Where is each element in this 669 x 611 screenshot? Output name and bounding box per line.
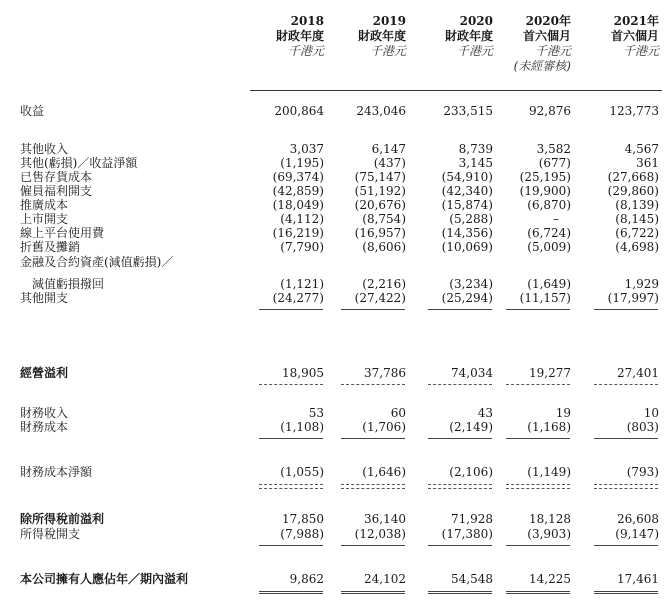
cell-value: (4,698) [615,240,659,254]
total-rule [428,484,492,485]
cell-value: (17,997) [607,291,659,305]
column-period: 財政年度 [357,29,406,43]
column-header-2 [445,14,493,59]
column-unit: 千港元 [534,44,571,58]
cell-value: 4,567 [624,142,659,156]
column-unit: 千港元 [456,44,493,58]
table-row [0,198,669,212]
cell-value: 243,046 [356,104,406,118]
table-row [0,527,669,541]
cell-value: (3,903) [527,527,571,541]
cell-value: (6,724) [527,226,571,240]
cell-value: (1,055) [280,465,324,479]
cell-value: (2,216) [362,277,406,291]
column-period: 財政年度 [444,29,493,43]
row-label: 所得稅開支 [20,527,81,541]
cell-value: 36,140 [364,512,406,526]
subtotal-rule [428,438,492,439]
total-rule [594,484,658,485]
total-rule [341,488,405,489]
total-rule [506,488,570,489]
cell-value: 233,515 [443,104,493,118]
cell-value: (677) [538,156,571,170]
cell-value: 123,773 [609,104,659,118]
cell-value: (27,668) [607,170,659,184]
total-rule [259,484,323,485]
cell-value: 92,876 [529,104,571,118]
cell-value: (8,754) [362,212,406,226]
cell-value: (18,049) [272,198,324,212]
subtotal-rule [259,309,323,310]
cell-value: (42,340) [441,184,493,198]
row-label: 財務收入 [20,406,69,420]
cell-value: (16,219) [272,226,324,240]
cell-value: (25,195) [519,170,571,184]
subtotal-rule [506,438,570,439]
cell-value: 60 [390,406,406,420]
row-label: 推廣成本 [20,198,69,212]
grand-total-rule [259,591,323,594]
row-label: 減值虧損撥回 [20,277,105,291]
cell-value: (803) [626,420,659,434]
cell-value: (75,147) [354,170,406,184]
table-row [0,291,669,305]
table-row [0,572,669,586]
subtotal-rule [341,545,405,546]
cell-value: (1,195) [280,156,324,170]
cell-value: (7,988) [280,527,324,541]
cell-value: 54,548 [451,572,493,586]
grand-total-rule [594,591,658,594]
header-rule [250,90,662,91]
cell-value: (1,168) [527,420,571,434]
cell-value: (1,149) [527,465,571,479]
total-rule [259,384,323,385]
table-row [0,420,669,434]
column-header-3 [514,14,571,74]
cell-value: (3,234) [449,277,493,291]
cell-value: (19,900) [519,184,571,198]
column-year: 2019 [372,14,406,28]
cell-value: (27,422) [354,291,406,305]
cell-value: 9,862 [289,572,324,586]
subtotal-rule [428,309,492,310]
row-label: 其他收入 [20,142,69,156]
column-period: 首六個月 [610,29,659,43]
subtotal-rule [506,545,570,546]
cell-value: (8,606) [362,240,406,254]
cell-value: (20,676) [354,198,406,212]
subtotal-rule [259,545,323,546]
row-label: 已售存貨成本 [20,170,93,184]
cell-value: 43 [477,406,493,420]
grand-total-rule [506,591,570,594]
cell-value: 6,147 [371,142,406,156]
cell-value: (12,038) [354,527,406,541]
cell-value: (437) [373,156,406,170]
row-label: 除所得稅前溢利 [20,512,105,526]
cell-value: 10 [643,406,659,420]
cell-value: (51,192) [354,184,406,198]
cell-value: (10,069) [441,240,493,254]
total-rule [428,488,492,489]
total-rule [506,384,570,385]
subtotal-rule [506,309,570,310]
column-year: 2020 [459,14,493,28]
cell-value: 3,145 [458,156,493,170]
cell-value: (6,870) [527,198,571,212]
total-rule [594,488,658,489]
cell-value: 37,786 [364,366,406,380]
table-row [0,104,669,118]
column-unit: 千港元 [622,44,659,58]
column-year: 2021年 [613,14,659,28]
cell-value: 3,037 [289,142,324,156]
subtotal-rule [341,309,405,310]
table-row [0,142,669,156]
row-label: 收益 [20,104,45,118]
cell-value: (24,277) [272,291,324,305]
cell-value: – [553,212,559,226]
table-row [0,170,669,184]
subtotal-rule [594,309,658,310]
subtotal-rule [259,438,323,439]
cell-value: (1,108) [280,420,324,434]
cell-value: (11,157) [519,291,571,305]
cell-value: 18,128 [529,512,571,526]
cell-value: 8,739 [458,142,493,156]
cell-value: (29,860) [607,184,659,198]
row-label: 其他開支 [20,291,69,305]
column-header-0 [276,14,324,59]
row-label: 經營溢利 [20,366,69,380]
cell-value: 361 [636,156,659,170]
cell-value: (8,145) [615,212,659,226]
cell-value: (14,356) [441,226,493,240]
row-label: 其他(虧損)／收益淨額 [20,156,138,170]
table-row [0,156,669,170]
column-unit: 千港元 [369,44,406,58]
cell-value: (1,649) [527,277,571,291]
cell-value: (1,646) [362,465,406,479]
row-label: 財務成本淨額 [20,465,93,479]
cell-value: (2,106) [449,465,493,479]
cell-value: (17,380) [441,527,493,541]
row-label: 本公司擁有人應佔年／期內溢利 [20,572,189,586]
cell-value: 71,928 [451,512,493,526]
total-rule [341,484,405,485]
table-row [0,255,669,269]
column-year: 2018 [290,14,324,28]
column-header-4 [611,14,659,59]
column-year: 2020年 [525,14,571,28]
subtotal-rule [341,438,405,439]
total-rule [341,384,405,385]
cell-value: 17,850 [282,512,324,526]
total-rule [506,484,570,485]
cell-value: (1,706) [362,420,406,434]
table-row [0,184,669,198]
cell-value: (69,374) [272,170,324,184]
cell-value: (6,722) [615,226,659,240]
cell-value: (7,790) [280,240,324,254]
grand-total-rule [428,591,492,594]
cell-value: (1,121) [280,277,324,291]
row-label: 上市開支 [20,212,69,226]
row-label: 金融及合約資產(減值虧損)／ [20,255,174,269]
column-unaudited-note: (未經審核) [513,59,571,73]
total-rule [594,384,658,385]
cell-value: 24,102 [364,572,406,586]
table-row [0,212,669,226]
cell-value: (2,149) [449,420,493,434]
cell-value: 18,905 [282,366,324,380]
cell-value: (5,009) [527,240,571,254]
table-row [0,512,669,526]
table-row [0,366,669,380]
column-period: 首六個月 [522,29,571,43]
cell-value: 17,461 [617,572,659,586]
row-label: 僱員福利開支 [20,184,93,198]
column-unit: 千港元 [287,44,324,58]
column-period: 財政年度 [275,29,324,43]
table-row [0,406,669,420]
total-rule [428,384,492,385]
cell-value: (793) [626,465,659,479]
column-header-1 [358,14,406,59]
table-row [0,277,669,291]
subtotal-rule [594,545,658,546]
cell-value: 3,582 [536,142,571,156]
total-rule [259,488,323,489]
cell-value: (9,147) [615,527,659,541]
table-row [0,465,669,479]
cell-value: 74,034 [451,366,493,380]
table-row [0,240,669,254]
cell-value: 19,277 [529,366,571,380]
cell-value: (16,957) [354,226,406,240]
table-row [0,226,669,240]
cell-value: 14,225 [529,572,571,586]
cell-value: 1,929 [624,277,659,291]
row-label: 折舊及攤銷 [20,240,81,254]
cell-value: (4,112) [280,212,324,226]
subtotal-rule [594,438,658,439]
cell-value: 26,608 [617,512,659,526]
cell-value: (25,294) [441,291,493,305]
cell-value: (54,910) [441,170,493,184]
cell-value: 27,401 [617,366,659,380]
cell-value: 53 [308,406,324,420]
grand-total-rule [341,591,405,594]
row-label: 線上平台使用費 [20,226,105,240]
cell-value: (8,139) [615,198,659,212]
cell-value: (42,859) [272,184,324,198]
subtotal-rule [428,545,492,546]
cell-value: (15,874) [441,198,493,212]
cell-value: 19 [555,406,571,420]
row-label: 財務成本 [20,420,69,434]
cell-value: (5,288) [449,212,493,226]
cell-value: 200,864 [274,104,324,118]
